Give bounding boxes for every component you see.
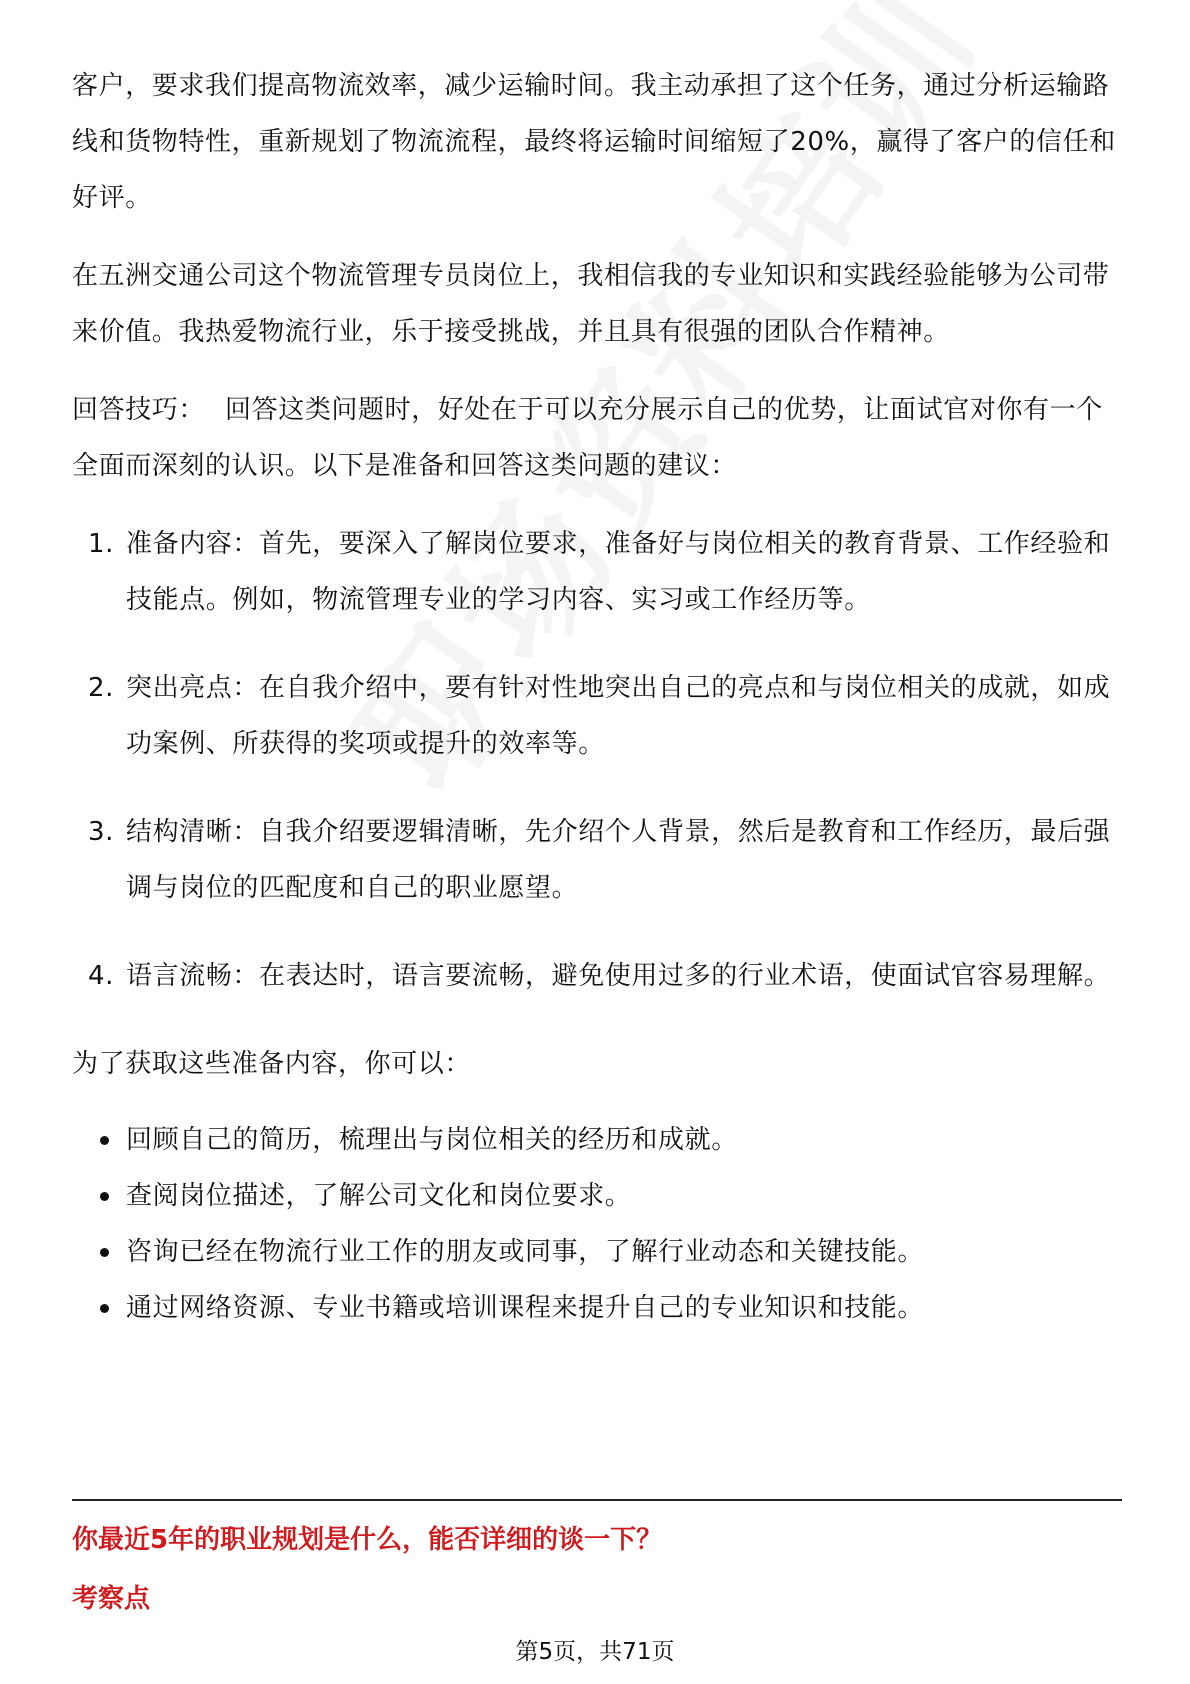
prep-bullet-text: 通过网络资源、专业书籍或培训课程来提升自己的专业知识和技能。 bbox=[126, 1293, 925, 1323]
paragraph-prep-intro: 为了获取这些准备内容，你可以： bbox=[72, 1049, 472, 1079]
prep-bullet-item bbox=[72, 1168, 1122, 1224]
paragraph-answer-tips bbox=[72, 382, 1122, 494]
tips-list-item bbox=[72, 948, 1122, 1004]
tips-list-item bbox=[72, 804, 1122, 916]
answer-tips-label: 回答技巧： bbox=[72, 395, 206, 425]
prep-bullet-item bbox=[72, 1280, 1122, 1336]
tips-list-item bbox=[72, 516, 1122, 628]
bullet-icon bbox=[100, 1192, 109, 1201]
bullet-icon bbox=[100, 1136, 109, 1145]
tips-text: 准备内容：首先，要深入了解岗位要求，准备好与岗位相关的教育背景、工作经验和技能点。例如，物流管理专业的学习内容、实习或工作经历等。 bbox=[126, 529, 1111, 615]
prep-bullet-item bbox=[72, 1224, 1122, 1280]
prep-bullet-text: 查阅岗位描述，了解公司文化和岗位要求。 bbox=[126, 1181, 632, 1211]
prep-bullet-item bbox=[72, 1112, 1122, 1168]
tips-list-item bbox=[72, 660, 1122, 772]
prep-bullet-text: 咨询已经在物流行业工作的朋友或同事，了解行业动态和关键技能。 bbox=[126, 1237, 925, 1267]
page-content bbox=[72, 58, 1122, 1336]
bullet-icon bbox=[100, 1248, 109, 1257]
answer-tips-intro: 回答这类问题时，好处在于可以充分展示自己的优势，让面试官对你有一个全面而深刻的认识。以下是准备和回答这类问题的建议： bbox=[72, 395, 1103, 481]
tips-number: 3. bbox=[88, 817, 115, 847]
tips-number: 2. bbox=[88, 673, 115, 703]
paragraph-closing: 在五洲交通公司这个物流管理专员岗位上，我相信我的专业知识和实践经验能够为公司带来价值。我热爱物流行业，乐于接受挑战，并且具有很强的团队合作精神。 bbox=[72, 261, 1110, 347]
next-question-heading: 你最近5年的职业规划是什么，能否详细的谈一下？ bbox=[72, 1525, 663, 1555]
tips-list bbox=[72, 516, 1122, 1004]
prep-bullet-list bbox=[72, 1112, 1122, 1336]
tips-text: 语言流畅：在表达时，语言要流畅，避免使用过多的行业术语，使面试官容易理解。 bbox=[126, 961, 1111, 991]
section-divider bbox=[72, 1499, 1122, 1501]
page-footer: 第5页，共71页 bbox=[515, 1639, 675, 1665]
paragraph-customer-story: 客户，要求我们提高物流效率，减少运输时间。我主动承担了这个任务，通过分析运输路线和货物特性，重新规划了物流流程，最终将运输时间缩短了20%，赢得了客户的信任和好评。 bbox=[72, 71, 1116, 213]
bullet-icon bbox=[100, 1304, 109, 1313]
prep-bullet-text: 回顾自己的简历，梳理出与岗位相关的经历和成就。 bbox=[126, 1125, 738, 1155]
tips-text: 突出亮点：在自我介绍中，要有针对性地突出自己的亮点和与岗位相关的成就，如成功案例、所获得的奖项或提升的效率等。 bbox=[126, 673, 1111, 759]
tips-text: 结构清晰：自我介绍要逻辑清晰，先介绍个人背景，然后是教育和工作经历，最后强调与岗位的匹配度和自己的职业愿望。 bbox=[126, 817, 1111, 903]
assessment-points-heading: 考察点 bbox=[72, 1584, 151, 1614]
tips-number: 4. bbox=[88, 961, 115, 991]
tips-number: 1. bbox=[88, 529, 115, 559]
